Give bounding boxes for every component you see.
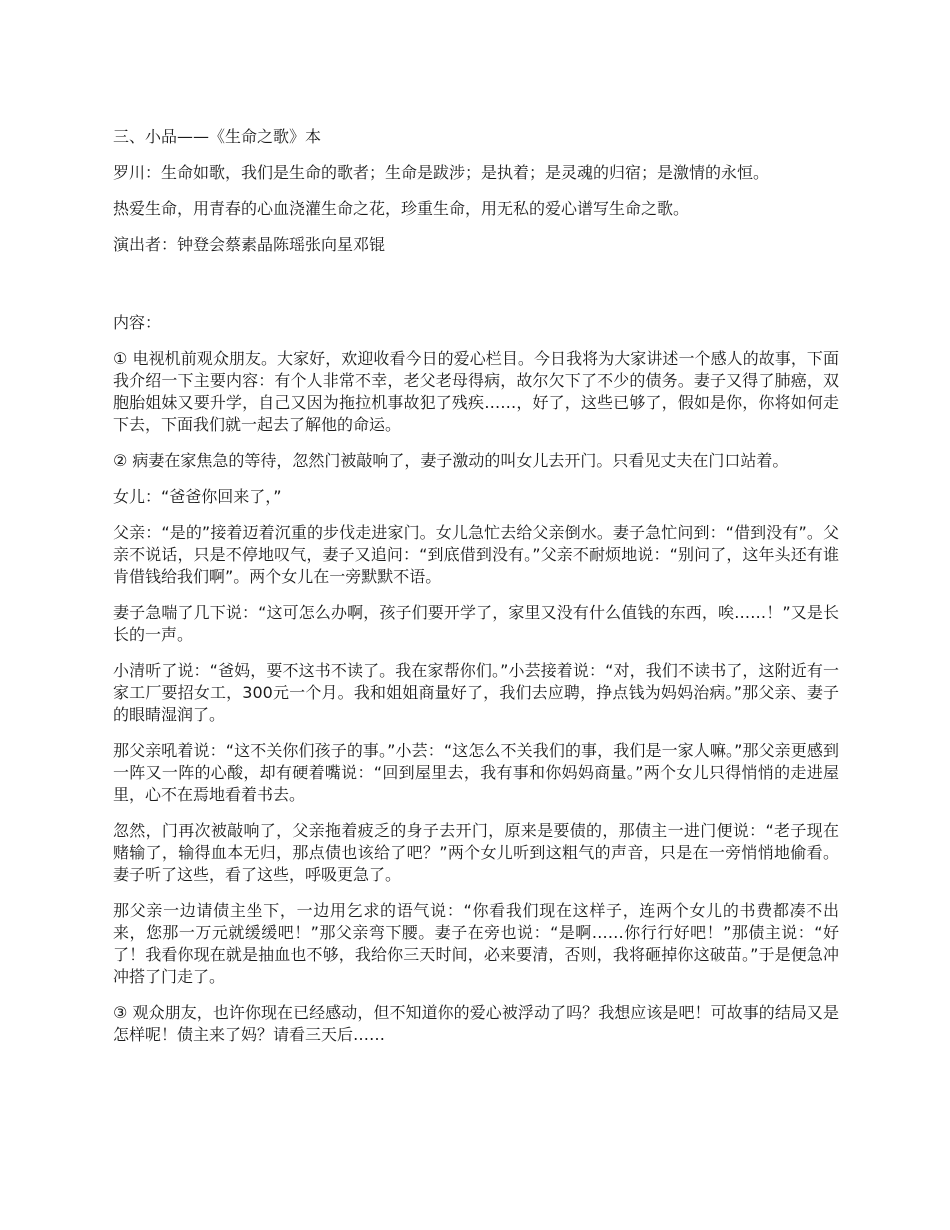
theme-paragraph: 热爱生命，用青春的心血浇灌生命之花，珍重生命，用无私的爱心谱写生命之歌。 <box>113 199 690 218</box>
content-label: 内容： <box>113 313 162 332</box>
story-paragraph: 小清听了说：“爸妈，要不这书不读了。我在家帮你们。”小芸接着说：“对，我们不读书了，这附近有一家工厂要招女工，300元一个月。我和姐姐商量好了，我们去应聘，挣点钱为妈妈治病。”那父亲、妻子的眼睛湿润了。 <box>113 661 839 724</box>
story-paragraph: 忽然，门再次被敲响了，父亲拖着疲乏的身子去开门，原来是要债的，那债主一进门便说：“老子现在赌输了，输得血本无归，那点债也该给了吧？”两个女儿听到这粗气的声音，只是在一旁悄悄地偷看。妻子听了这些，看了这些，呼吸更急了。 <box>113 821 839 884</box>
intro-paragraph: 罗川：生命如歌，我们是生命的歌者；生命是跋涉；是执着；是灵魂的归宿；是激情的永恒。 <box>113 163 770 182</box>
section-heading: 三、小品——《生命之歌》本 <box>113 127 322 146</box>
story-paragraph: ③ 观众朋友，也许你现在已经感动，但不知道你的爱心被浮动了吗？我想应该是吧！可故事的结局又是怎样呢！债主来了妈？请看三天后…… <box>113 1003 839 1044</box>
story-paragraph: 妻子急喘了几下说：“这可怎么办啊，孩子们要开学了，家里又没有什么值钱的东西，唉……！”又是长长的一声。 <box>113 603 839 644</box>
story-paragraph: 那父亲吼着说：“这不关你们孩子的事。”小芸：“这怎么不关我们的事，我们是一家人嘛。”那父亲更感到一阵又一阵的心酸，却有硬着嘴说：“回到屋里去，我有事和你妈妈商量。”两个女儿只得悄悄的走进屋里，心不在焉地看着书去。 <box>113 741 839 804</box>
story-paragraph: ① 电视机前观众朋友。大家好，欢迎收看今日的爱心栏目。今日我将为大家讲述一个感人的故事，下面我介绍一下主要内容：有个人非常不幸，老父老母得病，故尔欠下了不少的债务。妻子又得了肺癌，双胞胎姐妹又要升学，自己又因为拖拉机事故犯了残疾……，好了，这些已够了，假如是你，你将如何走下去，下面我们就一起去了解他的命运。 <box>113 349 839 434</box>
story-paragraph: ② 病妻在家焦急的等待，忽然门被敲响了，妻子激动的叫女儿去开门。只看见丈夫在门口站着。 <box>113 451 789 470</box>
story-paragraph: 女儿：“爸爸你回来了，” <box>113 487 282 506</box>
story-paragraph: 那父亲一边请债主坐下，一边用乞求的语气说：“你看我们现在这样子，连两个女儿的书费都凑不出来，您那一万元就缓缓吧！”那父亲弯下腰。妻子在旁也说：“是啊……你行行好吧！”那债主说：“好了！我看你现在就是抽血也不够，我给你三天时间，必来要清，否则，我将砸掉你这破苗。”于是便急冲冲搭了门走了。 <box>113 901 839 986</box>
performers-line: 演出者：钟登会蔡素晶陈瑶张向星邓锟 <box>113 235 386 254</box>
story-paragraph: 父亲：“是的”接着迈着沉重的步伐走进家门。女儿急忙去给父亲倒水。妻子急忙问到：“借到没有”。父亲不说话，只是不停地叹气，妻子又追问：“到底借到没有。”父亲不耐烦地说：“别问了，这年头还有谁肯借钱给我们啊”。两个女儿在一旁默默不语。 <box>113 523 839 586</box>
document-body <box>113 126 839 1046</box>
